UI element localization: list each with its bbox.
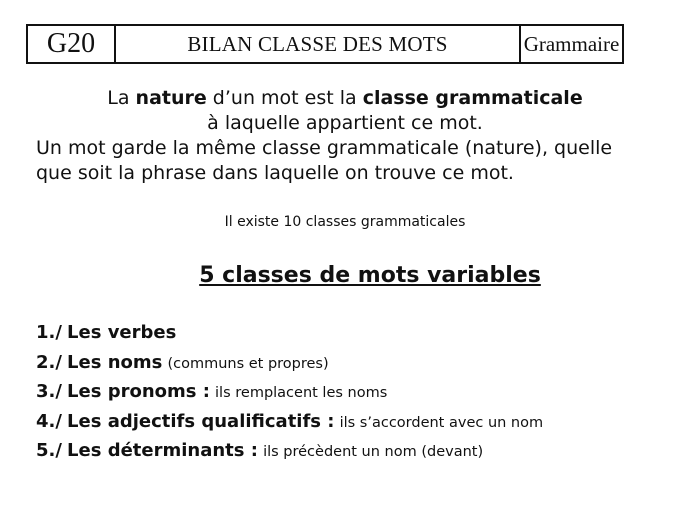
list-item xyxy=(36,318,676,348)
item-number: 1./ xyxy=(36,322,62,343)
item-number: 5./ xyxy=(36,440,62,461)
item-number: 4./ xyxy=(36,410,62,432)
item-note: ils remplacent les noms xyxy=(215,385,388,401)
list-item xyxy=(36,377,676,407)
lesson-subject: Grammaire xyxy=(523,31,620,56)
item-name: Les noms xyxy=(67,351,163,373)
lesson-code: G20 xyxy=(28,26,116,62)
definition-text: La xyxy=(107,87,136,109)
definition-line-1 xyxy=(0,86,690,110)
definition-line-4: que soit la phrase dans laquelle on trouve ce mot. xyxy=(36,162,514,184)
item-note: ils précèdent un nom (devant) xyxy=(263,444,484,460)
definition-text: d’un mot est la xyxy=(206,87,363,109)
classes-count-note: Il existe 10 classes grammaticales xyxy=(224,214,466,230)
list-item xyxy=(36,407,676,437)
keyword-classe-grammaticale: classe grammaticale xyxy=(362,87,583,109)
lesson-title: BILAN CLASSE DES MOTS xyxy=(116,26,521,62)
definition-line-3: Un mot garde la même classe grammaticale (nature), quelle xyxy=(36,137,613,159)
item-number: 2./ xyxy=(36,351,62,373)
classes-list xyxy=(36,318,676,466)
item-name: Les pronoms : xyxy=(67,381,210,402)
lesson-header xyxy=(26,24,624,64)
section-title: 5 classes de mots variables xyxy=(199,263,541,288)
item-name: Les verbes xyxy=(67,322,177,343)
item-name: Les adjectifs qualificatifs : xyxy=(67,410,335,432)
item-number: 3./ xyxy=(36,381,62,402)
item-name: Les déterminants : xyxy=(67,440,258,461)
list-item xyxy=(36,436,676,466)
item-note: (communs et propres) xyxy=(167,355,329,372)
item-note: ils s’accordent avec un nom xyxy=(339,414,544,431)
list-item xyxy=(36,348,676,378)
keyword-nature: nature xyxy=(135,87,207,109)
definition-line-2: à laquelle appartient ce mot. xyxy=(207,112,483,134)
